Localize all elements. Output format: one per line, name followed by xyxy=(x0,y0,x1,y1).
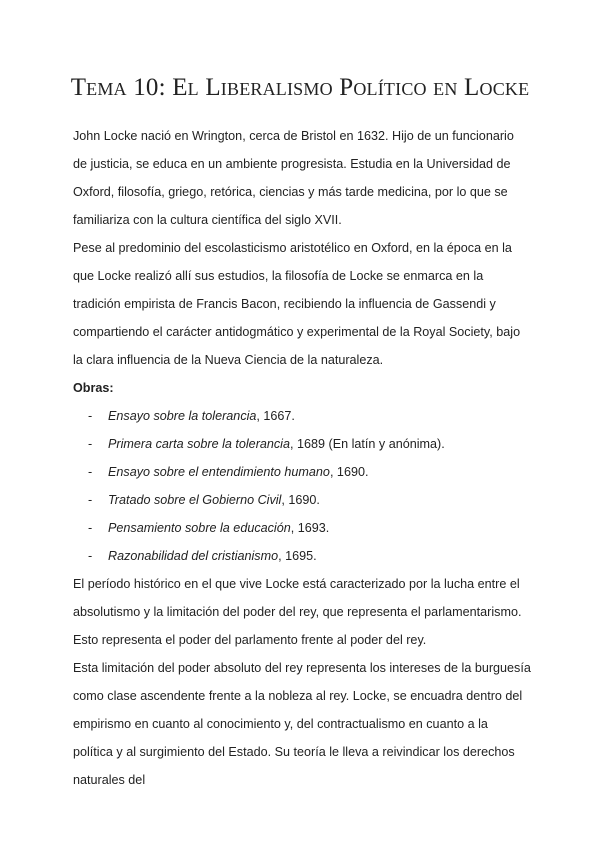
list-item xyxy=(73,514,531,542)
list-item xyxy=(73,458,531,486)
list-dash: - xyxy=(88,437,93,451)
list-item xyxy=(73,542,531,570)
list-item xyxy=(73,430,531,458)
paragraph-historical-period: El período histórico en el que vive Locke está caracterizado por la lucha entre el absolutismo y la limitación del poder del rey, que representa el parlamentarismo. Esto representa el poder del parlamento frente al poder del rey. xyxy=(73,577,522,647)
list-dash: - xyxy=(88,465,93,479)
list-dash: - xyxy=(88,409,93,423)
work-title: Razonabilidad del cristianismo xyxy=(108,549,279,563)
work-title: Pensamiento sobre la educación xyxy=(108,521,291,535)
work-title: Primera carta sobre la tolerancia xyxy=(108,437,290,451)
work-detail: , 1689 (En latín y anónima). xyxy=(290,437,445,451)
work-title: Tratado sobre el Gobierno Civil xyxy=(108,493,282,507)
work-title: Ensayo sobre el entendimiento humano xyxy=(108,465,330,479)
list-dash: - xyxy=(88,521,93,535)
works-list xyxy=(73,402,531,570)
document-title: Tema 10: El Liberalismo Político en Locke xyxy=(70,74,530,101)
list-item xyxy=(73,486,531,514)
work-detail: , 1667. xyxy=(256,409,295,423)
list-dash: - xyxy=(88,493,93,507)
paragraph-biography: John Locke nació en Wrington, cerca de Bristol en 1632. Hijo de un funcionario de justicia, se educa en un ambiente progresista. Estudia en la Universidad de Oxford, filosofía, griego, retórica, ciencias y más tarde medicina, por lo que se familiariza con la cultura científica del siglo XVII. xyxy=(73,129,514,227)
work-detail: , 1690. xyxy=(329,465,369,479)
list-item xyxy=(73,402,531,430)
paragraph-bourgeoisie: Esta limitación del poder absoluto del rey representa los intereses de la burguesía como clase ascendente frente a la nobleza al rey. Locke, se encuadra dentro del empirismo en cuanto al conocimiento y, del contractualismo en cuanto a la política y al surgimiento del Estado. Su teoría le lleva a reivindicar los derechos naturales del xyxy=(73,661,531,787)
work-detail: , 1690. xyxy=(281,493,320,507)
work-detail: , 1693. xyxy=(290,521,330,535)
work-detail: , 1695. xyxy=(278,549,317,563)
paragraph-influences: Pese al predominio del escolasticismo aristotélico en Oxford, en la época en la que Locke realizó allí sus estudios, la filosofía de Locke se enmarca en la tradición empirista de Francis Bacon, recibiendo la influencia de Gassendi y compartiendo el carácter antidogmático y experimental de la Royal Society, bajo la clara influencia de la Nueva Ciencia de la naturaleza. xyxy=(73,241,521,367)
work-title: Ensayo sobre la tolerancia xyxy=(108,409,257,423)
list-dash: - xyxy=(88,549,93,563)
works-heading: Obras: xyxy=(73,381,114,395)
document-body xyxy=(73,122,531,794)
